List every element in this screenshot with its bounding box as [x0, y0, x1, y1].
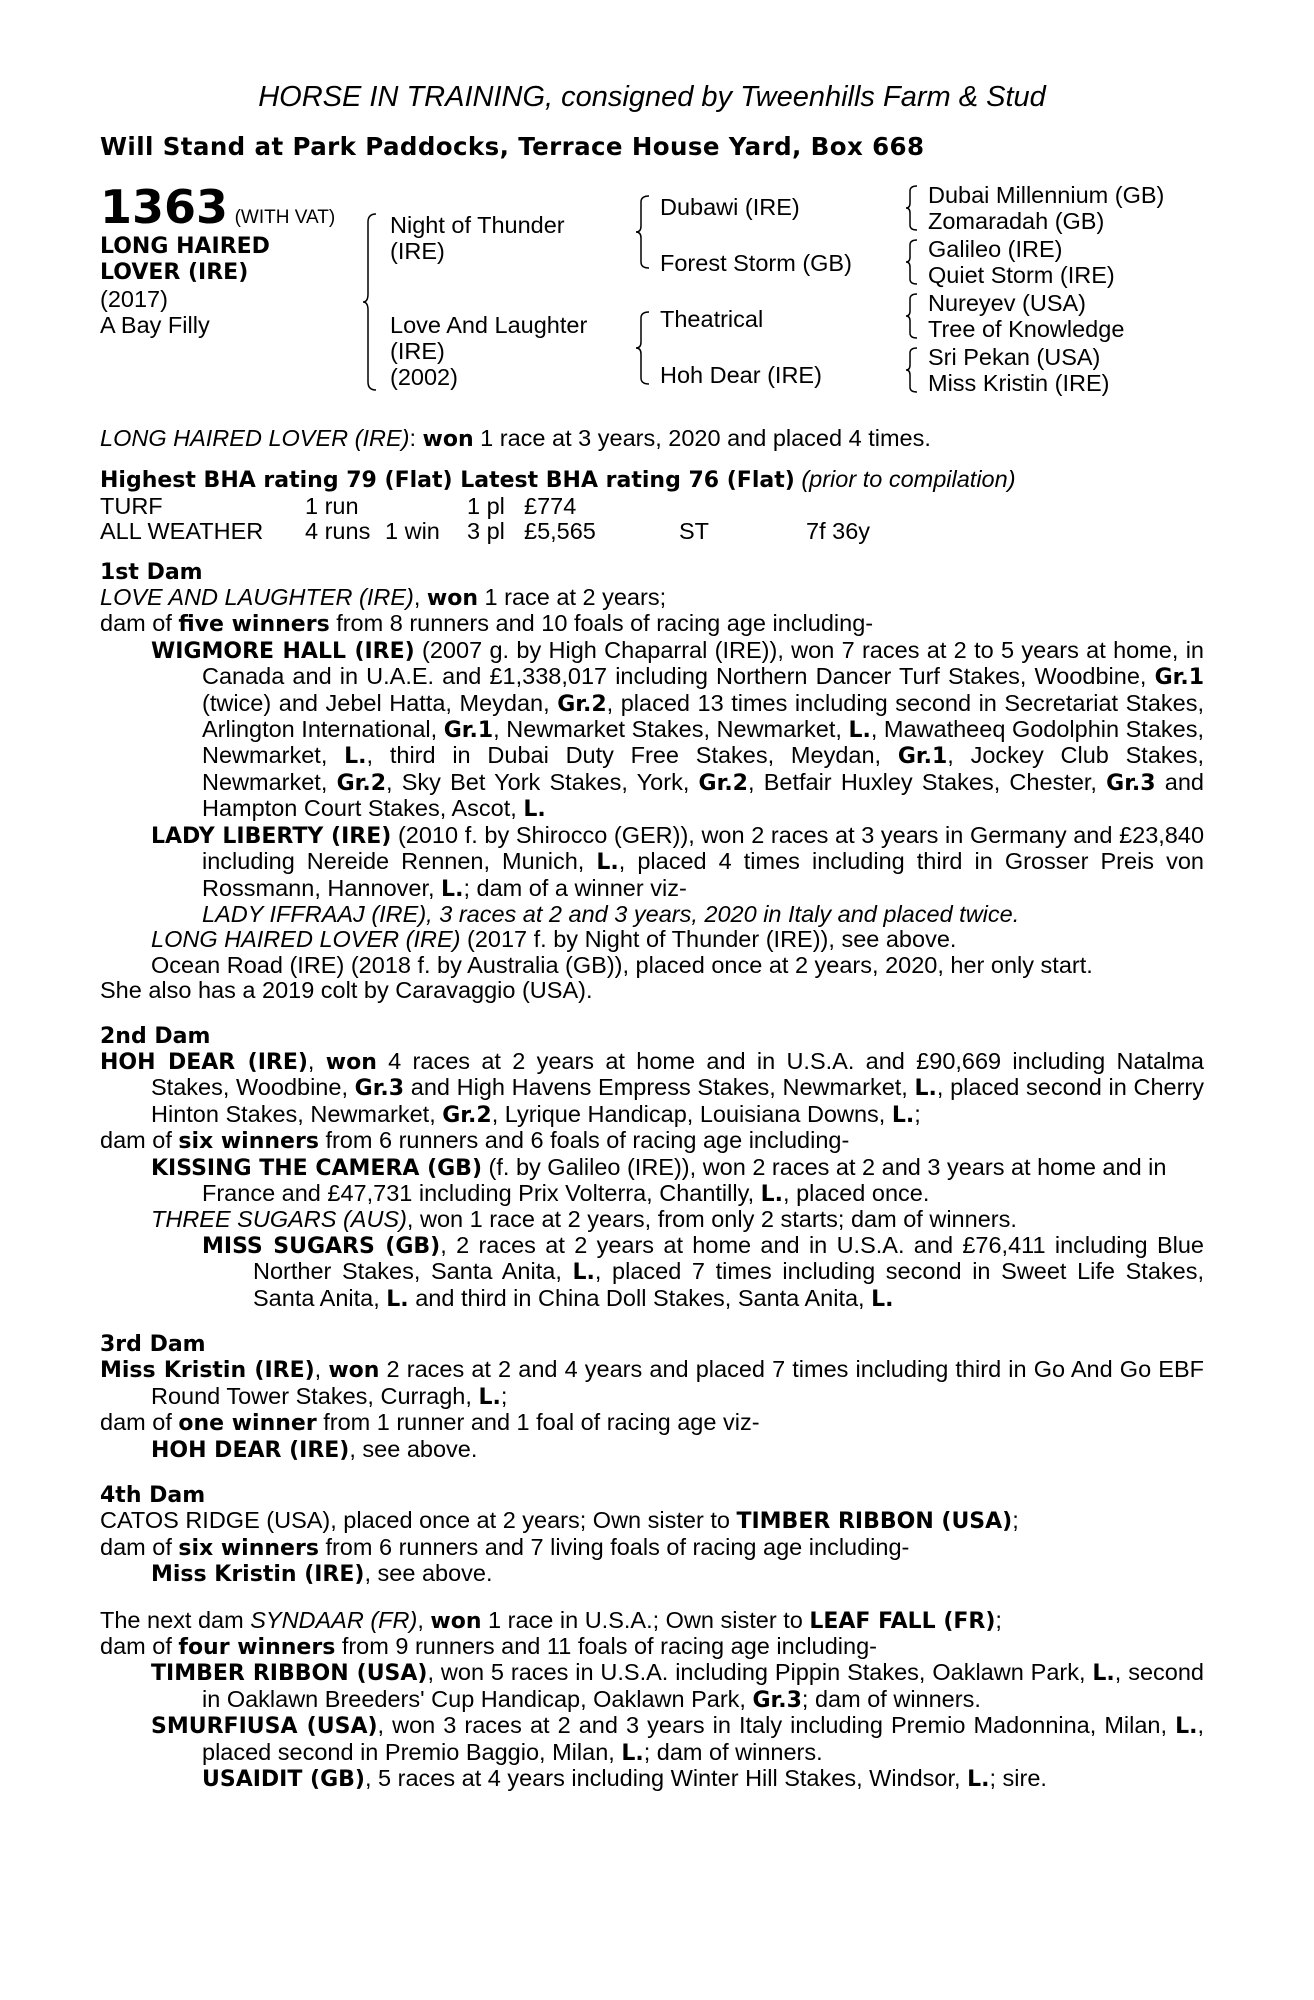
horse-name-line2: LOVER (IRE) — [100, 260, 249, 285]
brace-icon — [905, 292, 919, 340]
lot-info — [100, 182, 360, 338]
list-item: Miss Kristin (IRE), see above. — [151, 1560, 493, 1588]
list-item: WIGMORE HALL (IRE) (2007 g. by High Chaparral (IRE)), won 7 races at 2 to 5 years at home, in Canada and in U.A.E. and £1,338,017 including Northern Dancer Turf Stakes, Woodbine, Gr.1 (twice) and Jebel Hatta, Meydan, Gr.2, placed 13 times including second in Secretariat Stakes, Arlington International, Gr.1, Newmarket Stakes, Newmarket, L., Mawatheeq Godolphin Stakes, Newmarket, L., third in Dubai Duty Free Stakes, Meydan, Gr.1, Jockey Club Stakes, Newmarket, Gr.2, Sky Bet York Stakes, York, Gr.2, Betfair Huxley Stakes, Chester, Gr.3 and Hampton Court Stakes, Ascot, L. — [151, 636, 1205, 823]
third-dam-section: 3rd Dam Miss Kristin (IRE), won 2 races at 2 and 4 years and placed 7 times including third in Go And Go EBF Round Tower Stakes, Curragh, L.; dam of one winner from 1 runner and 1 foal of racing age viz- HOH DEAR (IRE), see above. — [100, 1332, 1204, 1463]
lot-number: 1363 — [100, 180, 229, 234]
list-item: Ocean Road (IRE) (2018 f. by Australia (GB)), placed once at 2 years, 2020, her only start. — [151, 951, 1093, 978]
list-item: MISS SUGARS (GB), 2 races at 2 years at home and in U.S.A. and £76,411 including Blue Norther Stakes, Santa Anita, L., placed 7 times including second in Sweet Life Stakes, Santa Anita, L. and third in China Doll Stakes, Santa Anita, L. — [202, 1231, 1204, 1312]
ancestor: Galileo (IRE) — [928, 236, 1063, 262]
next-dam-section: The next dam SYNDAAR (FR), won 1 race in U.S.A.; Own sister to LEAF FALL (FR); dam of four winners from 9 runners and 11 foals of racing age including- TIMBER RIBBON (USA), won 5 races in U.S.A. including Pippin Stakes, Oaklawn Park, L., second in Oaklawn Breeders' Cup Handicap, Oaklawn Park, Gr.3; dam of winners. SMURFIUSA (USA), won 3 races at 2 and 3 years in Italy including Premio Madonnina, Milan, L., placed second in Premio Baggio, Milan, L.; dam of winners. USAIDIT (GB), 5 races at 4 years including Winter Hill Stakes, Windsor, L.; sire. — [100, 1606, 1204, 1793]
pedigree-table — [100, 182, 1204, 422]
list-item: TIMBER RIBBON (USA), won 5 races in U.S.A. including Pippin Stakes, Oaklawn Park, L., second in Oaklawn Breeders' Cup Handicap, Oaklawn Park, Gr.3; dam of winners. — [151, 1659, 1204, 1713]
list-item: THREE SUGARS (AUS), won 1 race at 2 years, from only 2 starts; dam of winners. — [151, 1206, 1017, 1233]
brace-icon — [905, 238, 919, 286]
table-row: ALL WEATHER 4 runs 1 win 3 pl £5,565 ST 7f 36y — [100, 518, 871, 545]
list-item: USAIDIT (GB), 5 races at 4 years including Winter Hill Stakes, Windsor, L.; sire. — [202, 1765, 1047, 1793]
foaling-year: (2017) — [100, 286, 168, 312]
bha-ratings: Highest BHA rating 79 (Flat) Latest BHA rating 76 (Flat) (prior to compilation) — [100, 466, 1016, 494]
sire-dam: Forest Storm (GB) — [660, 250, 852, 276]
list-item: HOH DEAR (IRE), see above. — [151, 1435, 478, 1463]
brace-icon — [362, 212, 378, 392]
ancestor: Tree of Knowledge — [928, 316, 1125, 342]
second-dam-section: 2nd Dam HOH DEAR (IRE), won 4 races at 2 years at home and in U.S.A. and £90,669 including Natalma Stakes, Woodbine, Gr.3 and High Havens Empress Stakes, Newmarket, L., placed second in Cherry Hinton Stakes, Newmarket, Gr.2, Lyrique Handicap, Louisiana Downs, L.; dam of six winners from 6 runners and 6 foals of racing age including- KISSING THE CAMERA (GB) (f. by Galileo (IRE)), won 2 races at 2 and 3 years at home and in France and £47,731 including Prix Volterra, Chantilly, L., placed once. THREE SUGARS (AUS), won 1 race at 2 years, from only 2 starts; dam of winners. MISS SUGARS (GB), 2 races at 2 years at home and in U.S.A. and £76,411 including Blue Norther Stakes, Santa Anita, L., placed 7 times including second in Sweet Life Stakes, Santa Anita, L. and third in China Doll Stakes, Santa Anita, L. — [100, 1023, 1204, 1312]
ancestor: Quiet Storm (IRE) — [928, 262, 1115, 288]
performance-table — [100, 494, 870, 545]
first-dam-section: 1st Dam LOVE AND LAUGHTER (IRE), won 1 race at 2 years; dam of five winners from 8 runners and 10 foals of racing age including- WIGMORE HALL (IRE) (2007 g. by High Chaparral (IRE)), won 7 races at 2 to 5 years at home, in Canada and in U.A.E. and £1,338,017 including Northern Dancer Turf Stakes, Woodbine, Gr.1 (twice) and Jebel Hatta, Meydan, Gr.2, placed 13 times including second in Secretariat Stakes, Arlington International, Gr.1, Newmarket Stakes, Newmarket, L., Mawatheeq Godolphin Stakes, Newmarket, L., third in Dubai Duty Free Stakes, Meydan, Gr.1, Jockey Club Stakes, Newmarket, Gr.2, Sky Bet York Stakes, York, Gr.2, Betfair Huxley Stakes, Chester, Gr.3 and Hampton Court Stakes, Ascot, L. LADY LIBERTY (IRE) (2010 f. by Shirocco (GER)), won 2 races at 3 years in Germany and £23,840 including Nereide Rennen, Munich, L., placed 4 times including third in Grosser Preis von Rossmann, Hannover, L.; dam of a winner viz- LADY IFFRAAJ (IRE), 3 races at 2 and 3 years, 2020 in Italy and placed twice. LONG HAIRED LOVER (IRE) (2017 f. by Night of Thunder (IRE)), see above. Ocean Road (IRE) (2018 f. by Australia (GB)), placed once at 2 years, 2020, her only start. She also has a 2019 colt by Caravaggio (USA). — [100, 559, 1205, 1004]
horse-name-line1: LONG HAIRED — [100, 234, 270, 259]
race-summary: LONG HAIRED LOVER (IRE): won 1 race at 3 years, 2020 and placed 4 times. — [100, 425, 931, 452]
sire-sire: Dubawi (IRE) — [660, 194, 800, 220]
vat-note: (WITH VAT) — [234, 207, 336, 228]
dam: Love And Laughter (IRE) (2002) — [390, 312, 588, 390]
dam-dam: Hoh Dear (IRE) — [660, 362, 822, 388]
list-item: KISSING THE CAMERA (GB) (f. by Galileo (IRE)), won 2 races at 2 and 3 years at home and in France and £47,731 including Prix Volterra, Chantilly, L., placed once. — [151, 1153, 1167, 1207]
ancestor: Sri Pekan (USA) — [928, 344, 1101, 370]
list-item: LONG HAIRED LOVER (IRE) (2017 f. by Night of Thunder (IRE)), see above. — [151, 926, 957, 953]
brace-icon — [635, 194, 651, 270]
table-row: TURF 1 run 1 pl £774 — [100, 492, 577, 519]
fourth-dam-section: 4th Dam CATOS RIDGE (USA), placed once at 2 years; Own sister to TIMBER RIBBON (USA); dam of six winners from 6 runners and 7 living foals of racing age including- Miss Kristin (IRE), see above. — [100, 1483, 1204, 1588]
brace-icon — [905, 346, 919, 394]
sire: Night of Thunder (IRE) — [390, 212, 565, 264]
catalogue-page — [100, 80, 1204, 1793]
ancestor: Nureyev (USA) — [928, 290, 1087, 316]
list-item: She also has a 2019 colt by Caravaggio (USA). — [100, 977, 593, 1004]
stand-location: Will Stand at Park Paddocks, Terrace House Yard, Box 668 — [100, 132, 925, 161]
ancestor: Zomaradah (GB) — [928, 208, 1105, 234]
horse-description: A Bay Filly — [100, 312, 210, 338]
list-item: LADY IFFRAAJ (IRE), 3 races at 2 and 3 years, 2020 in Italy and placed twice. — [202, 900, 1020, 927]
ancestor: Miss Kristin (IRE) — [928, 370, 1110, 396]
list-item: SMURFIUSA (USA), won 3 races at 2 and 3 years in Italy including Premio Madonnina, Milan, L., placed second in Premio Baggio, Milan, L.; dam of winners. — [151, 1712, 1204, 1766]
ancestor: Dubai Millennium (GB) — [928, 182, 1165, 208]
brace-icon — [905, 184, 919, 232]
dam-sire: Theatrical — [660, 306, 764, 332]
list-item: LADY LIBERTY (IRE) (2010 f. by Shirocco (GER)), won 2 races at 3 years in Germany and £23,840 including Nereide Rennen, Munich, L., placed 4 times including third in Grosser Preis von Rossmann, Hannover, L.; dam of a winner viz- — [151, 821, 1205, 902]
consignor-header: HORSE IN TRAINING, consigned by Tweenhills Farm & Stud — [258, 81, 1046, 113]
brace-icon — [635, 310, 651, 386]
